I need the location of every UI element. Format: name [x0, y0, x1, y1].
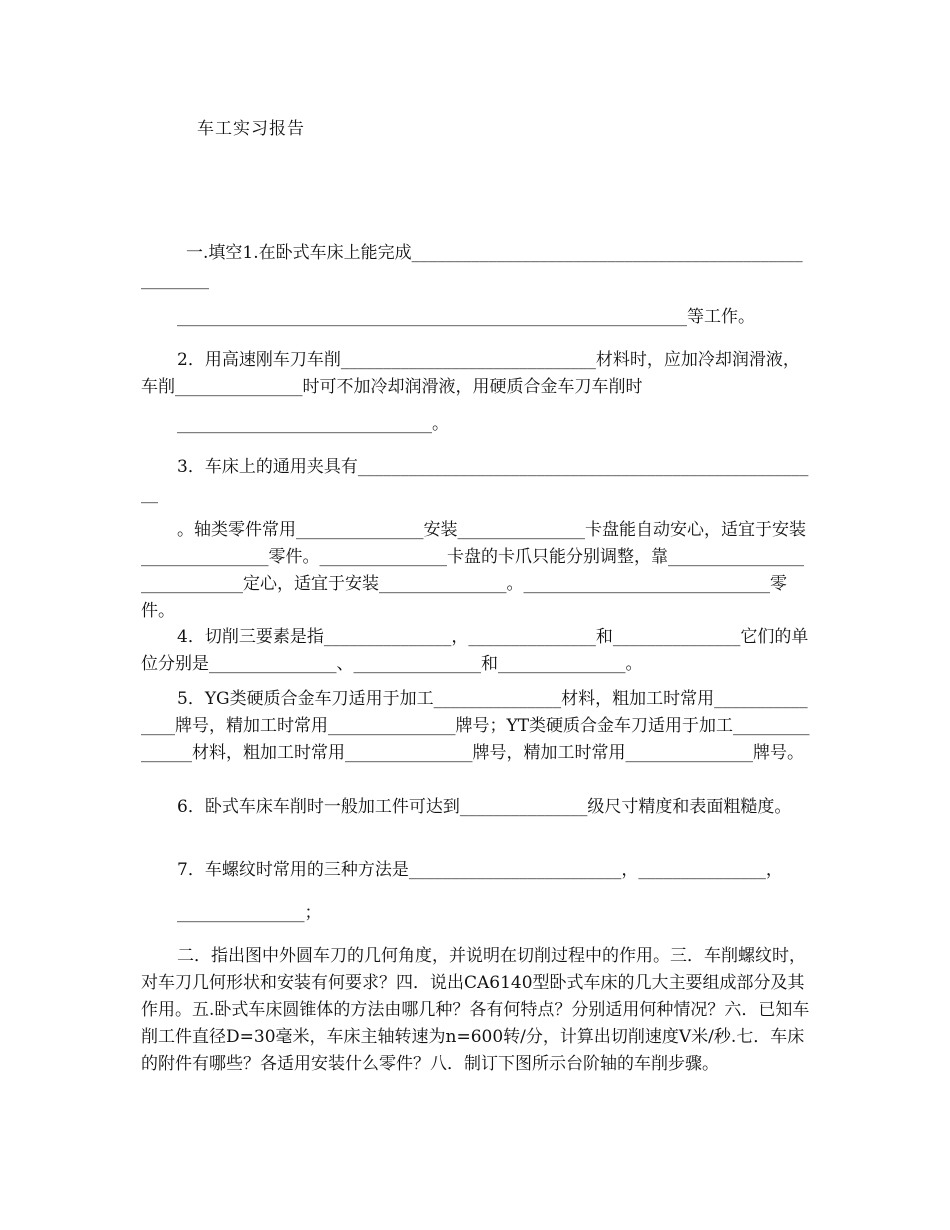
question-3-line-1: 3．车床上的通用夹具有_______________________________________________________: [141, 457, 809, 504]
question-2-line-2: ______________________________。: [177, 414, 449, 434]
question-2-line-1: 2．用高速刚车刀车削______________________________材料时，应加冷却润滑液，车削_______________时可不加冷却润滑液，用硬质合金车刀车削时: [141, 350, 800, 397]
remaining-questions: 二．指出图中外圆车刀的几何角度，并说明在切削过程中的作用。三．车削螺纹时，对车刀几何形状和安装有何要求？四．说出CA6140型卧式车床的几大主要组成部分及其作用。五.卧式车床圆锥体的方法由哪几种？各有何特点？分别适用何种情况？六．已知车削工件直径D=30毫米，车床主轴转速为n=600转/分，计算出切削速度V米/秒.七．车床的附件有哪些？各适用安装什么零件？八．制订下图所示台阶轴的车削步骤。: [141, 946, 810, 1074]
page-title: 车工实习报告: [197, 119, 305, 139]
question-5: 5．YG类硬质合金车刀适用于加工_______________材料，粗加工时常用_______________牌号，精加工时常用_______________牌号；YT类硬质合金车刀适用于加工_______________材料，粗加工时常用_______________牌号，精加工时常用_______________牌号。: [141, 689, 810, 763]
question-7-line-1: 7．车螺纹时常用的三种方法是_________________________，_______________，: [177, 860, 783, 880]
question-7-line-2: _______________；: [177, 903, 322, 923]
question-1-line-2: ____________________________________________________________等工作。: [177, 307, 755, 327]
question-6: 6．卧式车床车削时一般加工件可达到_______________级尺寸精度和表面粗糙度。: [177, 797, 792, 817]
question-3-line-2: 。轴类零件常用_______________安装_______________卡盘能自动安心，适宜于安装_______________零件。_______________卡盘的卡爪只能分别调整，靠____________________________定心，适宜于安装_______________。_____________________________零件。: [141, 520, 806, 621]
question-4: 4．切削三要素是指_______________，_______________和_______________它们的单位分别是_______________、_______________和_______________。: [141, 627, 809, 674]
question-1-line-1: 一.填空1.在卧式车床上能完成______________________________________________________: [141, 243, 803, 290]
